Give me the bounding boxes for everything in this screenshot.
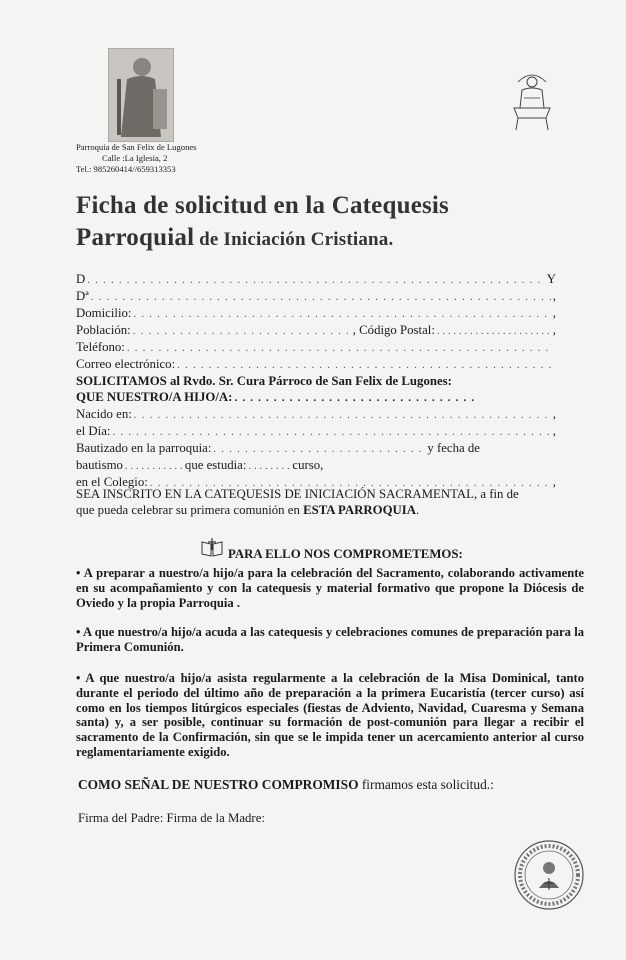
field-nacido[interactable]: Nacido en: . . . , [76, 405, 556, 422]
field-domicilio[interactable]: Domicilio: . . . , [76, 304, 556, 321]
parish-name: Parroquia de San Felix de Lugones [76, 142, 197, 152]
parish-saint-image [108, 48, 174, 142]
field-bautizado[interactable]: Bautizado en la parroquia: . . . y fecha de [76, 439, 556, 456]
field-que-hijo[interactable]: QUE NUESTRO/A HIJO/A: . . . [76, 388, 556, 405]
parish-phone: Tel.: 985260414//659313353 [76, 164, 176, 174]
solicitamos-text: SOLICITAMOS al Rvdo. Sr. Cura Párroco de San Felix de Lugones: [76, 374, 452, 388]
compromiso-item-1: • A preparar a nuestro/a hijo/a para la celebración del Sacramento, colaborando activamente en su acompañamiento y con la catequesis y material formativo que propone la Diócesis de Oviedo y la propia Parroquia . [76, 566, 584, 610]
field-colegio[interactable]: en el Colegio: . . . , [76, 473, 556, 490]
compromiso-item-2: • A que nuestro/a hijo/a acuda a las catequesis y celebraciones comunes de preparación para la Primera Comunión. [76, 625, 584, 654]
field-d[interactable]: D . . . Y [76, 270, 556, 287]
field-poblacion[interactable]: Población: . . . , Código Postal: . . . , [76, 321, 556, 338]
field-dia[interactable]: el Día: . . . , [76, 422, 556, 439]
compromiso-item-3: • A que nuestro/a hijo/a asista regularmente a la celebración de la Misa Dominical, tanto durante el periodo del último año de preparación a la primera Eucaristía (tercer curso) así como en los tiempos litúrgicos especiales (fiestas de Adviento, Navidad, Cuaresma y Semana santa) y, a ser posible, continuar su formación de post-comunión para llegar a recibir el sacramento de la Confirmación, sin que se le impida tener un acercamiento anterior al curso reglamentariamente exigido. [76, 671, 584, 759]
form-title: Ficha de solicitud en la Catequesis [76, 192, 449, 219]
parish-seal-icon [512, 838, 586, 912]
parish-address: Calle :La Iglesia, 2 [102, 153, 168, 163]
diocese-logo-icon [504, 68, 560, 134]
field-correo[interactable]: Correo electrónico: . . . [76, 355, 556, 372]
form-title-line2: Parroquial de Iniciación Cristiana. [76, 224, 394, 251]
compromisos-heading: PARA ELLO NOS COMPROMETEMOS: [228, 547, 463, 561]
book-icon [200, 538, 224, 558]
senal-compromiso: COMO SEÑAL DE NUESTRO COMPROMISO firmamos esta solicitud.: [78, 777, 494, 792]
field-bautismo[interactable]: bautismo . . . que estudia: . . . curso, [76, 456, 556, 473]
field-da[interactable]: Dª . . . , [76, 287, 556, 304]
field-telefono[interactable]: Teléfono: . . . [76, 338, 556, 355]
firmas-line[interactable]: Firma del Padre: Firma de la Madre: [78, 811, 265, 825]
inscrito-paragraph: SEA INSCRITO EN LA CATEQUESIS DE INICIACIÓN SACRAMENTAL, a fin de que pueda celebrar su primera comunión en ESTA PARROQUIA. [76, 487, 519, 517]
